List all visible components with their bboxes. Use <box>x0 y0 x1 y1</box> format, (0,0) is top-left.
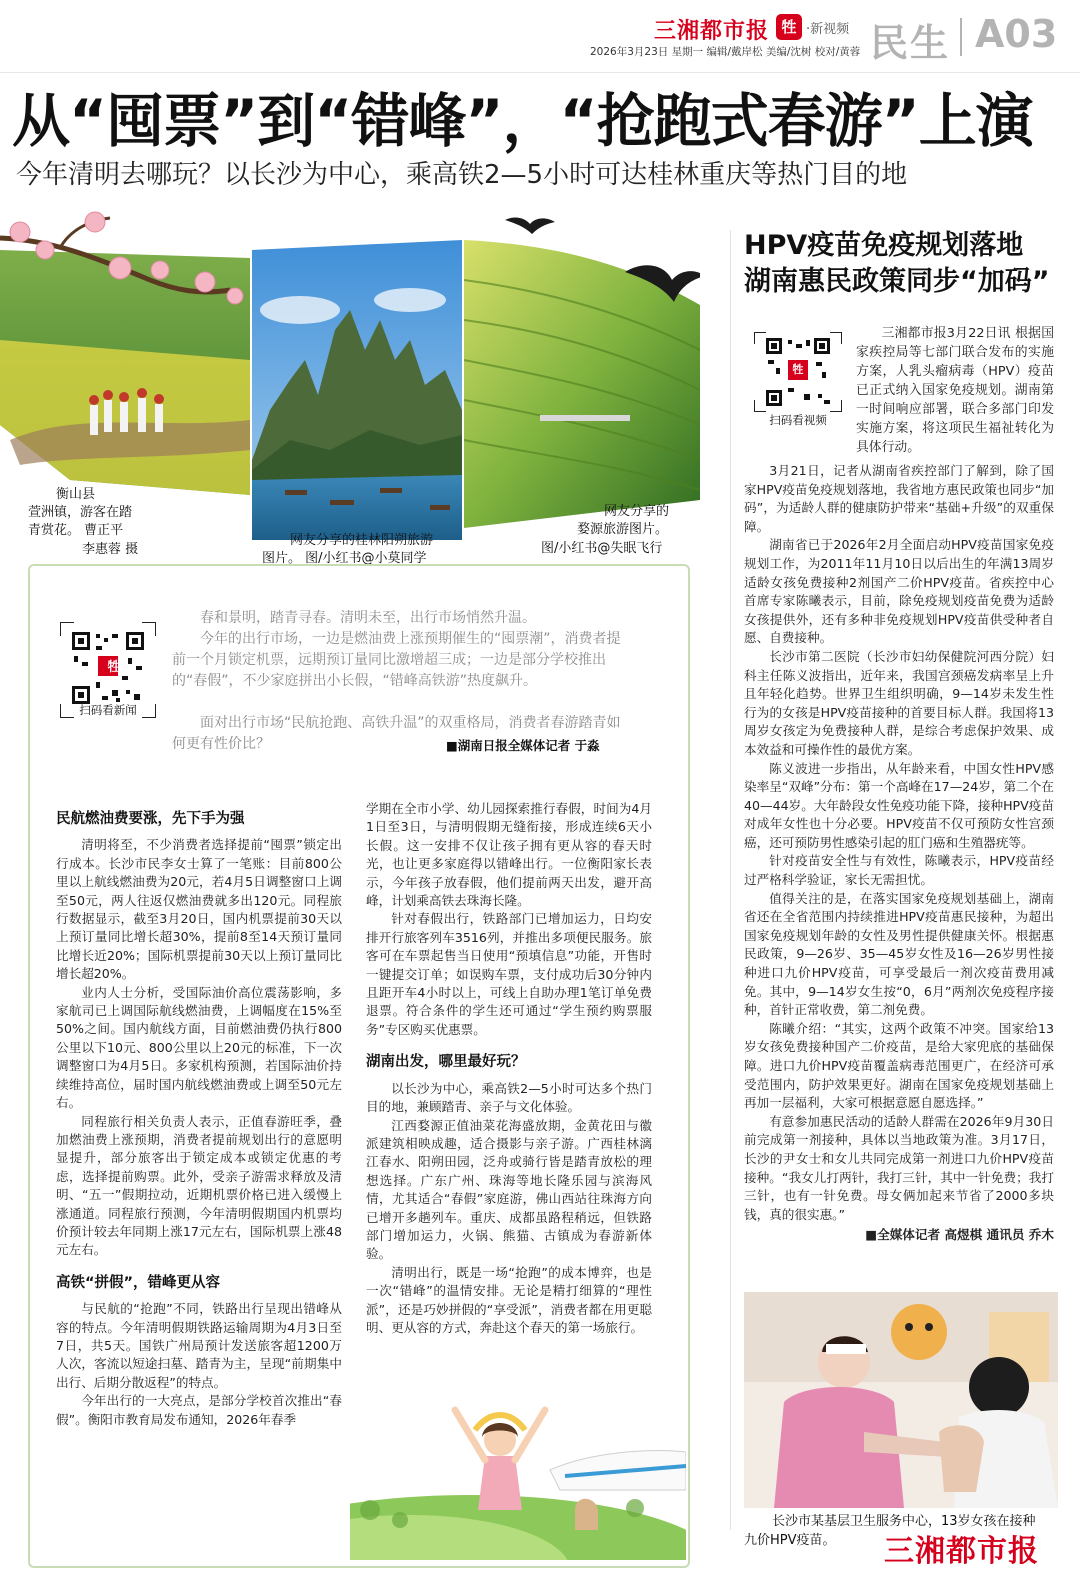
col1-para-2: 业内人士分析，受国际油价高位震荡影响，多家航司已上调国际航线燃油费，上调幅度在15%至50%之间。国内航线方面，目前燃油费仍执行800公里以下10元、800公里以上20元的标准，下一次调整窗口为4月5日。多家机构预测，若国际油价持续维持高位，届时国内航线燃油费或上调至50元左右。 <box>56 984 342 1111</box>
vaccination-photo-caption-2: 九价HPV疫苗。 <box>744 1533 836 1548</box>
col1-para-4: 与民航的“抢跑”不同，铁路出行呈现出错峰从容的特点。今年清明假期铁路运输周期为4月3日至7日，共5天。国铁广州局预计发送旅客超1200万人次，客流以短途扫墓、踏青为主，呈现“前期集中出行、后期分散返程”的特点。 <box>56 1301 342 1390</box>
qr-caption-video: 扫码看视频 <box>769 413 827 427</box>
section-heading-rail: 高铁“拼假”，错峰更从容 <box>56 1274 221 1291</box>
hpv-intro-text: 三湘都市报3月22日讯 根据国家疾控局等七部门联合发布的实施方案，人乳头瘤病毒（HPV）疫苗已正式纳入国家免疫规划。湖南第一时间响应部署，联合多部门印发实施方案，将这项民生福祉转化为具体行动。 <box>856 326 1054 455</box>
hpv-para-1: 3月21日，记者从湖南省疾控部门了解到，除了国家HPV疫苗免疫规划落地，我省地方惠民政策也同步“加码”，为适龄人群的健康防护带来“基础+升级”的双重保障。 <box>744 463 1054 534</box>
hpv-para-4: 陈义波进一步指出，从年龄来看，中国女性HPV感染率呈“双峰”分布：第一个高峰在17—24岁，第二个在40—44岁。大年龄段女性免疫功能下降，接种HPV疫苗对成年女性也十分必要。HPV疫苗不仅可预防女性宫颈癌，还可预防男性感染引起的肛门癌和生殖器疣等。 <box>744 760 1054 850</box>
photo-caption-right-3: 图/小红书@失眠飞行 <box>541 541 663 556</box>
col2-para-2: 针对春假出行，铁路部门已增加运力，日均安排开行旅客列车3516列，并推出多项便民服务。旅客可在车票起售当日使用“预填信息”功能，开售时一键提交订单；如误购车票，支付成功后30分钟内且距开车4小时以上，可线上自助办理1笔订单免费退票。符合条件的学生还可通过“学生预约购票服务”专区购买优惠票。 <box>366 911 652 1037</box>
masthead <box>0 0 1080 70</box>
column-divider <box>730 230 731 1530</box>
vaccination-photo <box>744 1292 1058 1508</box>
photo-caption-left-4: 李惠蓉 摄 <box>82 542 139 557</box>
hpv-title-line-2: 湖南惠民政策同步“加码” <box>744 266 1050 297</box>
lead-para-2: 今年的出行市场，一边是燃油费上涨预期催生的“囤票潮”，消费者提前一个月锁定机票，远期预订量同比激增超三成；一边是部分学校推出的“春假”，不少家庭拼出小长假，“错峰高铁游”热度飙升。 <box>172 631 621 689</box>
qr-badge-icon: 牲 <box>107 660 121 675</box>
photo-caption-right-2: 婺源旅游图片。 <box>577 522 669 537</box>
section-heading-destinations: 湖南出发，哪里最好玩？ <box>366 1054 526 1071</box>
col1-para-5: 今年出行的一大亮点，是部分学校首次推出“春假”。衡阳市教育局发布通知，2026年春季 <box>56 1393 342 1427</box>
page-number: A03 <box>975 12 1058 56</box>
col2-para-5: 清明出行，既是一场“抢跑”的成本博弈，也是一次“错峰”的温情安排。无论是精打细算的“理性派”，还是巧妙拼假的“享受派”，消费者都在用更聪明、更从容的方式，奔赴这个春天的第一场旅行。 <box>366 1264 652 1335</box>
col2-para-3: 以长沙为中心，乘高铁2—5小时可达多个热门目的地，兼顾踏青、亲子与文化体验。 <box>366 1080 652 1115</box>
col1-para-3: 同程旅行相关负责人表示，正值春游旺季，叠加燃油费上涨预期，消费者提前规划出行的意愿明显提升，部分旅客出于锁定成本或锁定优惠的考虑，选择提前购票。此外，受亲子游需求释放及清明、“五一”假期拉动，近期机票价格已进入缓慢上涨通道。同程旅行预测，今年清明假期国内机票均价预计较去年同期上涨17元左右，国际机票上涨48元左右。 <box>56 1113 342 1258</box>
col1-para-1: 清明将至，不少消费者选择提前“囤票”锁定出行成本。长沙市民李女士算了一笔账：目前800公里以上航线燃油费为20元，若4月5日调整窗口上调至50元，两人往返仅燃油费就多出120元。同程旅行数据显示，截至3月20日，国内机票提前30天以上预订量同比增长超30%，提前8至14天预订量同比增长近20%；国际机票提前30天以上预订量同比增长超20%。 <box>56 837 342 982</box>
brand-video-label: ·新视频 <box>806 22 850 37</box>
newspaper-brand: 三湘都市报 <box>654 19 770 44</box>
hpv-article-title <box>744 228 1074 300</box>
main-headline: 从“囤票”到“错峰”，“抢跑式春游”上演 <box>12 87 1033 155</box>
photo-caption-mid-1: 网友分享的桂林阳朔旅游 <box>290 533 434 548</box>
hpv-para-2: 湖南省已于2026年2月全面启动HPV疫苗国家免疫规划工作，为2011年11月10日以后出生的年满13周岁适龄女孩免费接种2剂国产二价HPV疫苗。省疾控中心首席专家陈曦表示，目前，除免疫规划疫苗免费为适龄女孩提供外，还有多种非免疫规划HPV疫苗供受种者自愿、自费接种。 <box>744 537 1054 646</box>
lead-byline: ■湖南日报全媒体记者 于淼 <box>446 738 600 753</box>
spring-outing-illustration <box>350 1360 686 1560</box>
hpv-para-6: 值得关注的是，在落实国家免疫规划基础上，湖南省还在全省范围内持续推进HPV疫苗惠民接种，为超出国家免疫规划年龄的女性及男性提供健康关怀。根据惠民政策，9—26岁、35—45岁女性及16—26岁男性接种进口九价HPV疫苗，可享受最后一剂次疫苗费用减免。其中，9—14岁女生按“0，6月”两剂次免疫程序接种，首针正常收费，第二剂免费。 <box>744 890 1054 1018</box>
sub-headline: 今年清明去哪玩？以长沙为中心，乘高铁2—5小时可达桂林重庆等热门目的地 <box>16 160 908 190</box>
photo-caption-mid-2: 图片。 图/小红书@小莫同学 <box>262 551 427 566</box>
photo-guilin-yangshuo <box>252 240 462 540</box>
hpv-title-line-1: HPV疫苗免疫规划落地 <box>744 230 1024 261</box>
hpv-byline: ■全媒体记者 高煜棋 通讯员 乔木 <box>865 1227 1054 1243</box>
photo-caption-right-1: 网友分享的 <box>604 504 670 519</box>
qr-caption-news: 扫码看新闻 <box>79 703 137 717</box>
photo-caption-left-2: 萱洲镇，游客在踏 <box>28 505 133 520</box>
article-column-1 <box>56 800 342 1429</box>
qr-video-badge-icon: 牲 <box>792 363 804 376</box>
brand-badge-icon: 牲 <box>776 14 802 40</box>
section-heading-fuel: 民航燃油费要涨，先下手为强 <box>56 811 245 827</box>
lead-para-1: 春和景明，踏青寻春。清明未至，出行市场悄然升温。 <box>200 610 536 626</box>
photo-caption-left-1: 衡山县 <box>56 487 96 502</box>
hpv-para-3: 长沙市第二医院（长沙市妇幼保健院河西分院）妇科主任陈义波指出，近年来，我国宫颈癌发病率呈上升且年轻化趋势。世界卫生组织明确，9—14岁未发生性行为的女孩是HPV疫苗接种的首要目标人群。我国将13周岁女孩定为免费接种人群，是综合考虑保护效果、成本效益和可操作性的最优方案。 <box>744 648 1054 757</box>
hpv-para-5: 针对疫苗安全性与有效性，陈曦表示，HPV疫苗经过严格科学验证，家长无需担忧。 <box>744 853 1054 888</box>
vaccination-photo-caption-1: 长沙市某基层卫生服务中心，13岁女孩在接种 <box>772 1514 1036 1529</box>
section-name: 民生 <box>870 21 951 65</box>
masthead-rule <box>0 72 1080 73</box>
hpv-intro <box>856 324 1054 457</box>
section-divider <box>960 18 962 56</box>
col2-para-4: 江西婺源正值油菜花海盛放期，金黄花田与徽派建筑相映成趣，适合摄影与亲子游。广西桂林漓江春水、阳朔田园，泛舟或骑行皆是踏青放松的理想选择。广东广州、珠海等地长隆乐园与滨海风情，尤其适合“春假”家庭游，佛山西站往珠海方向已增开多趟列车。重庆、成都虽路程稍远，但铁路部门增加运力，火锅、熊猫、古镇成为春游新体验。 <box>366 1117 652 1262</box>
hpv-para-7: 陈曦介绍：“其实，这两个政策不冲突。国家给13岁女孩免费接种国产二价疫苗，是给大家兜底的基础保障。进口九价HPV疫苗覆盖病毒范围更广，在经济可承受范围内，防护效果更好。湖南在国家免疫规划基础上再加一层福利，大家可根据意愿自愿选择。” <box>744 1020 1054 1111</box>
issue-info: 2026年3月23日 星期一 编辑/戴岸松 美编/沈树 校对/黄蓉 <box>590 46 861 58</box>
col2-para-1: 学期在全市小学、幼儿园探索推行春假，时间为4月1日至3日，与清明假期无缝衔接，形成连续6天小长假。这一安排不仅让孩子拥有更从容的春天时光，也让更多家庭得以错峰出行。一位衡阳家长表示，今年孩子放春假，他们提前两天出发，避开高峰，计划乘高铁去珠海长隆。 <box>366 801 652 909</box>
hpv-body <box>744 462 1054 1245</box>
article-column-2 <box>366 800 652 1337</box>
lead-para-3: 面对出行市场“民航抢跑、高铁升温”的双重格局，消费者春游踏青如何更有性价比？ <box>172 715 621 752</box>
footer-brand-logo: 三湘都市报 <box>884 1534 1039 1569</box>
photo-caption-left-3: 青赏花。 曹正平 <box>28 523 124 538</box>
hpv-para-8: 有意参加惠民活动的适龄人群需在2026年9月30日前完成第一剂接种，具体以当地政策为准。3月17日，长沙的尹女士和女儿共同完成第一剂进口九价HPV疫苗接种。“我女儿打两针，我打三针，其中一针免费；我打三针，也有一针免费。母女俩加起来节省了2000多块钱，真的很实惠。” <box>744 1113 1054 1222</box>
